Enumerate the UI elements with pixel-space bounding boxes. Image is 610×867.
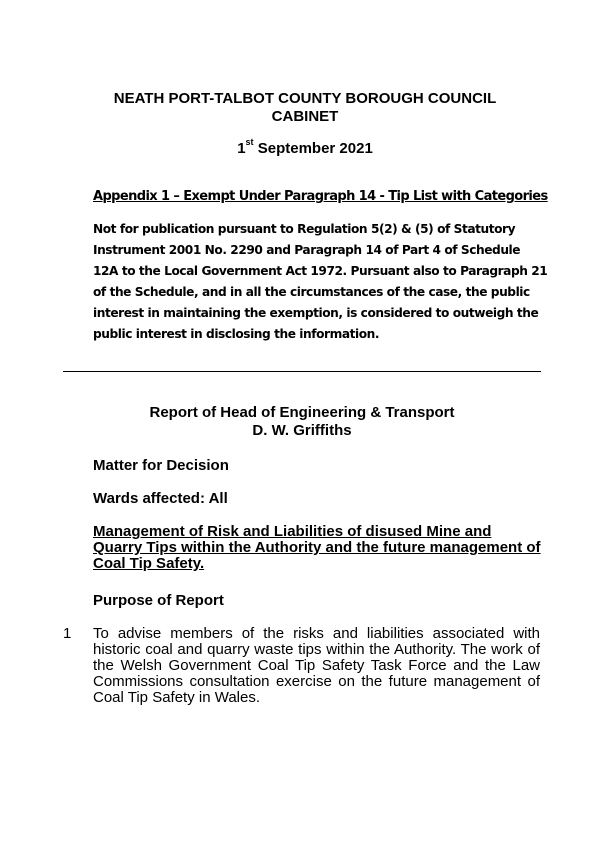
report-author: D. W. Griffiths [252,422,352,439]
paragraph-number: 1 [63,625,72,642]
council-name: NEATH PORT-TALBOT COUNTY BOROUGH COUNCIL [113,90,497,107]
report-subject: Management of Risk and Liabilities of disused Mine and Quarry Tips within the Authority and the future management of Coal Tip Safety. [93,523,541,572]
matter-for-decision: Matter for Decision [93,457,229,474]
meeting-date [0,137,610,158]
report-of: Report of Head of Engineering & Transport [149,404,455,421]
date-month-year: September 2021 [253,140,373,157]
meeting-body: CABINET [271,108,339,125]
date-day: 1 [237,140,246,157]
date-suffix: st [245,137,254,147]
appendix-title: Appendix 1 – Exempt Under Paragraph 14 - Tip List with Categories [93,189,548,204]
wards-affected: Wards affected: All [93,490,228,507]
purpose-heading: Purpose of Report [93,592,224,609]
section-divider [63,371,541,372]
paragraph-text: To advise members of the risks and liabilities associated with historic coal and quarry waste tips within the Authority. The work of the Welsh Government Coal Tip Safety Task Force and the Law Commissions consultation exercise on the future management of Coal Tip Safety in Wales. [93,625,540,706]
exemption-notice: Not for publication pursuant to Regulation 5(2) & (5) of Statutory Instrument 2001 No. 2290 and Paragraph 14 of Part 4 of Schedule 12A to the Local Government Act 1972. Pursuant also to Paragraph 21 of the Schedule, and in all the circumstances of the case, the public interest in maintaining the exemption, is considered to outweigh the public interest in disclosing the information. [93,222,548,341]
